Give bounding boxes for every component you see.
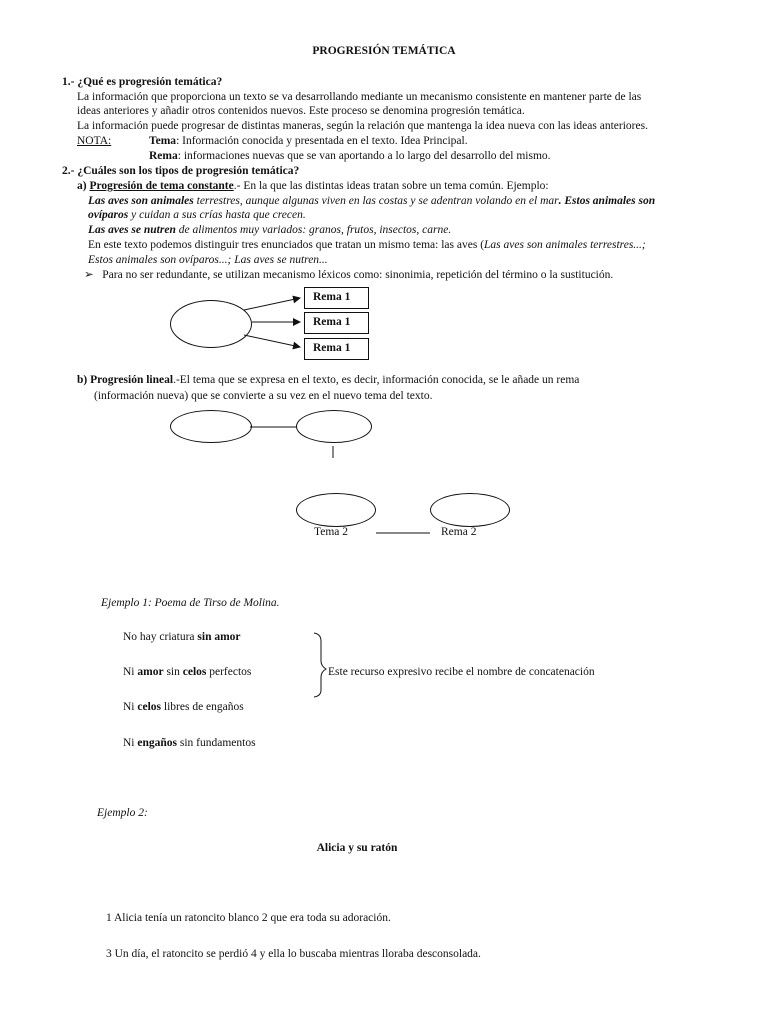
concatenation-note: Este recurso expresivo recibe el nombre de concatenación — [328, 666, 595, 678]
tema2-ellipse — [296, 493, 376, 527]
rema-box-2: Rema 1 — [304, 312, 369, 334]
ex-bold-2: . Estos animales son — [558, 195, 656, 207]
verse-1-text: No hay criatura — [123, 631, 198, 643]
ex-bold-3: ovíparos — [88, 209, 129, 221]
example-1-heading: Ejemplo 1: Poema de Tirso de Molina. — [101, 597, 280, 609]
type-b-line-2: (información nueva) que se convierte a su vez en el nuevo tema del texto. — [94, 390, 433, 402]
rema-text: : informaciones nuevas que se van aportando a lo largo del desarrollo del mismo. — [177, 150, 551, 162]
story-line-1: 1 Alicia tenía un ratoncito blanco 2 que era toda su adoración. — [106, 912, 391, 924]
verse-4-text-b: sin fundamentos — [177, 737, 256, 749]
verse-3 — [123, 700, 244, 714]
s1-paragraph-line-1: La información que proporciona un texto se va desarrollando mediante un mecanismo consistente en mantener parte de las — [77, 91, 642, 103]
verse-2-text-c: perfectos — [206, 666, 252, 678]
story-title: Alicia y su ratón — [316, 842, 398, 854]
rema1-ellipse — [296, 410, 372, 443]
verse-2 — [123, 665, 251, 679]
rema-term: Rema — [149, 150, 178, 162]
tema-term: Tema — [149, 135, 177, 147]
section-2-heading: 2.- ¿Cuáles son los tipos de progresión temática? — [62, 165, 300, 177]
verse-1-bold: sin amor — [197, 631, 241, 643]
verse-4-bold: engaños — [137, 737, 177, 749]
ex-bold-4: Las aves se nutren — [88, 224, 176, 236]
tema2-label: Tema 2 — [314, 526, 349, 538]
arrow-1 — [244, 298, 300, 310]
verse-2-text-a: Ni — [123, 666, 138, 678]
verse-2-bold-a: amor — [137, 666, 164, 678]
verse-3-bold: celos — [137, 701, 162, 713]
ex-italic-1: terrestres, aunque algunas viven en las costas y se adentran volando en el mar — [193, 195, 559, 207]
rema-box-1: Rema 1 — [304, 287, 369, 309]
ex-italic-3: de alimentos muy variados: granos, frutos, insectos, carne. — [175, 224, 452, 236]
verse-4 — [123, 736, 256, 750]
section-1-heading: 1.- ¿Qué es progresión temática? — [62, 76, 223, 88]
s1-paragraph-line-2: ideas anteriores y añadir otros contenidos nuevos. Este proceso se denomina progresión temática. — [77, 105, 525, 117]
verse-2-bold-b: celos — [182, 666, 207, 678]
rema2-ellipse — [430, 493, 510, 527]
example-a-line-5: Estos animales son ovíparos...; Las aves se nutren... — [88, 254, 328, 266]
tema1-ellipse — [170, 410, 252, 443]
tema-text: : Información conocida y presentada en el texto. Idea Principal. — [176, 135, 468, 147]
ex-text-4: En este texto podemos distinguir tres enunciados que tratan un mismo tema: las aves ( — [88, 239, 485, 251]
verse-3-text-a: Ni — [123, 701, 138, 713]
nota-label: NOTA: — [77, 135, 112, 147]
verse-4-text-a: Ni — [123, 737, 138, 749]
verse-3-text-b: libres de engaños — [161, 701, 244, 713]
arrow-bullet-icon: ➢ — [84, 269, 94, 281]
type-b-title: Progresión lineal — [90, 374, 174, 386]
type-b-text: .-El tema que se expresa en el texto, es decir, información conocida, se le añade un rema — [173, 374, 580, 386]
rema-box-3: Rema 1 — [304, 338, 369, 360]
arrow-3 — [244, 335, 300, 347]
ex-italic-2: y cuidan a sus crías hasta que crecen. — [128, 209, 306, 221]
type-b-prefix: b) — [77, 374, 88, 386]
verse-1 — [123, 630, 241, 644]
story-line-2: 3 Un día, el ratoncito se perdió 4 y ella lo buscaba mientras lloraba desconsolada. — [106, 948, 481, 960]
ex-italic-4: Las aves son animales terrestres...; — [484, 239, 646, 251]
bullet-text: Para no ser redundante, se utilizan mecanismo léxicos como: sinonimia, repetición del término o la sustitución. — [102, 269, 614, 281]
verse-2-text-b: sin — [163, 666, 183, 678]
type-b-heading — [77, 373, 579, 387]
page-title: PROGRESIÓN TEMÁTICA — [312, 45, 456, 57]
curly-brace — [314, 633, 326, 697]
s1-paragraph-2: La información puede progresar de distintas maneras, según la relación que mantenga la idea nueva con las ideas anteriores. — [77, 120, 648, 132]
ex-bold-1: Las aves son animales — [88, 195, 194, 207]
type-a-text: .- En la que las distintas ideas tratan sobre un tema común. Ejemplo: — [233, 180, 549, 192]
type-a-prefix: a) — [77, 180, 87, 192]
type-a-title: Progresión de tema constante — [89, 180, 234, 192]
rema2-label: Rema 2 — [441, 526, 477, 538]
example-2-heading: Ejemplo 2: — [97, 807, 148, 819]
